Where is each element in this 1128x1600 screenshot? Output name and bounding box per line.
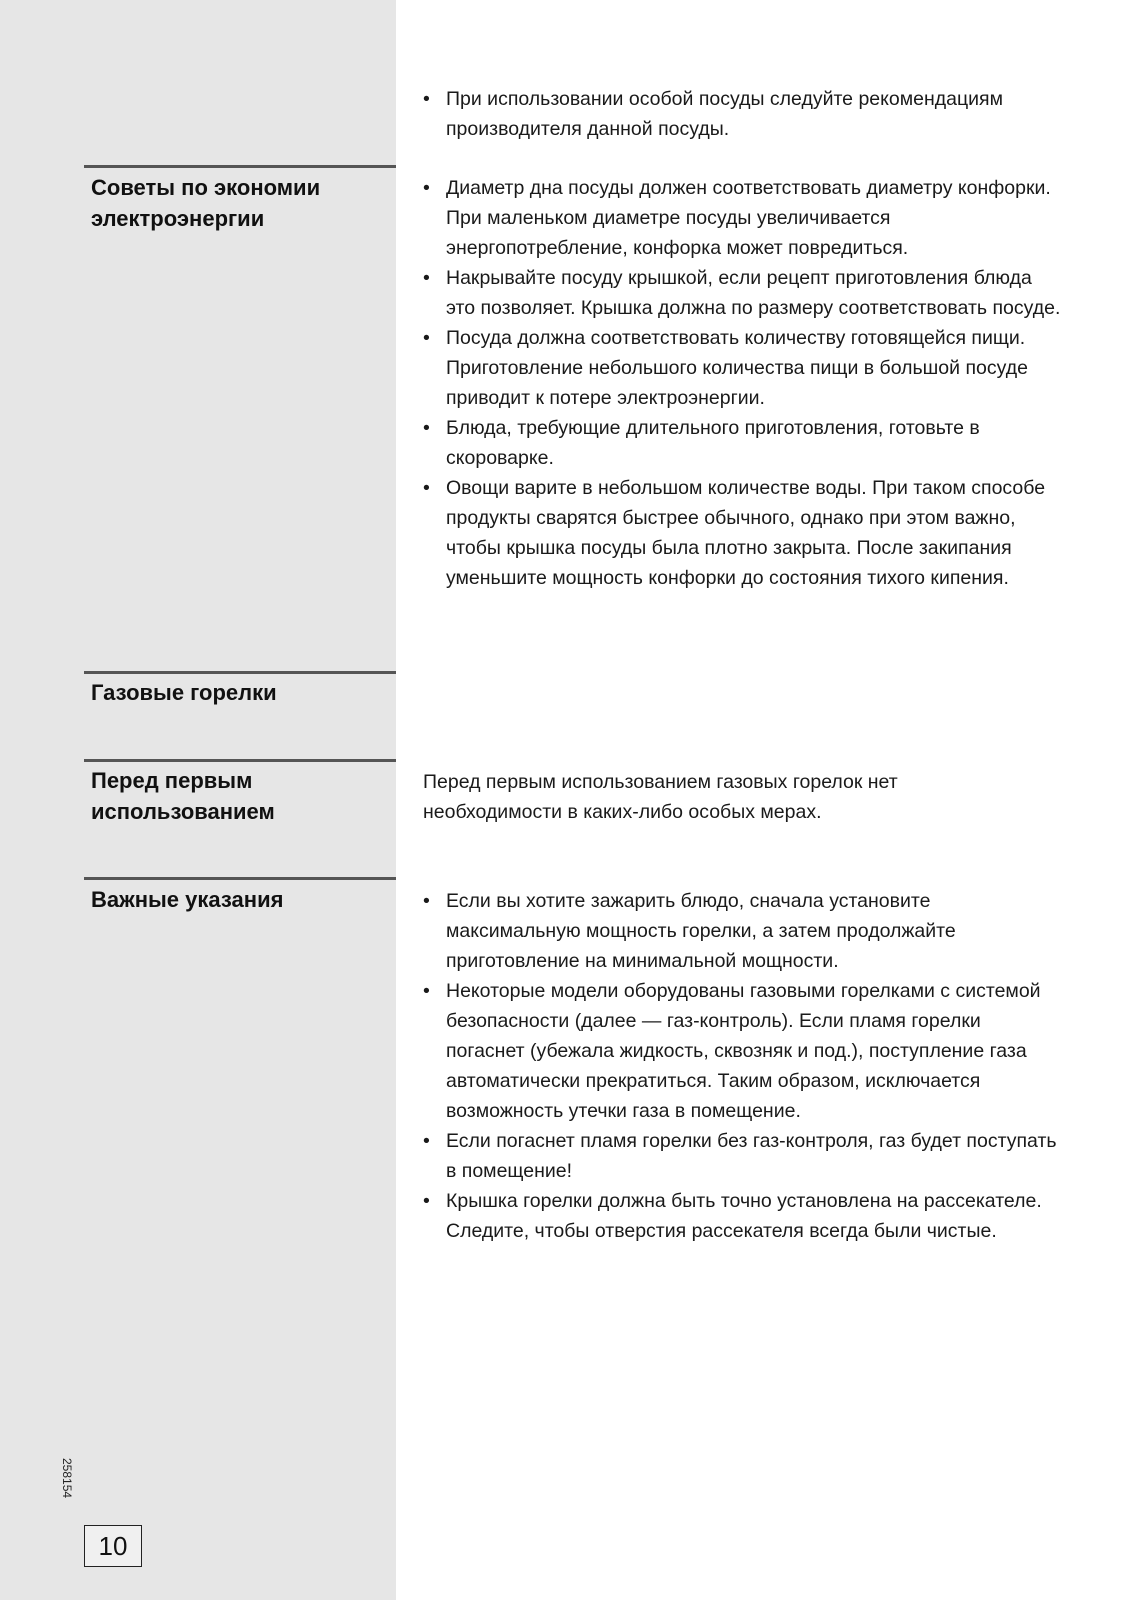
paragraph: Перед первым использованием газовых горелок нет необходимости в каких-либо особых мерах. <box>423 771 898 823</box>
section-heading-important-notes: Важные указания <box>91 887 284 912</box>
list-item: • Если вы хотите зажарить блюдо, сначала установите максимальную мощность горелки, а затем продолжайте приготовление на минимальной мощности. <box>423 886 1063 976</box>
document-code: 258154 <box>60 1458 74 1499</box>
section-divider <box>84 165 396 168</box>
important-notes-bullets <box>423 886 1063 1246</box>
section-heading-energy-saving <box>91 172 391 234</box>
page-number: 10 <box>84 1525 142 1567</box>
heading-line: Перед первым <box>91 768 253 793</box>
before-first-use-text <box>423 767 983 827</box>
heading-line: электроэнергии <box>91 206 265 231</box>
list-item: • Накрывайте посуду крышкой, если рецепт приготовления блюда это позволяет. Крышка должна по размеру соответствовать посуде. <box>423 263 1063 323</box>
section-divider <box>84 759 396 762</box>
section-heading-gas-burners: Газовые горелки <box>91 680 277 705</box>
heading-line: Советы по экономии <box>91 175 321 200</box>
list-item: • Диаметр дна посуды должен соответствовать диаметру конфорки. При маленьком диаметре посуды увеличивается энергопотребление, конфорка может повредиться. <box>423 173 1063 263</box>
section-divider <box>84 671 396 674</box>
energy-saving-bullets <box>423 173 1063 593</box>
intro-bullets <box>423 84 1063 144</box>
list-item: • Если погаснет пламя горелки без газ-контроля, газ будет поступать в помещение! <box>423 1126 1063 1186</box>
list-item: • Крышка горелки должна быть точно установлена на рассекателе. Следите, чтобы отверстия рассекателя всегда были чистые. <box>423 1186 1063 1246</box>
list-item: • Блюда, требующие длительного приготовления, готовьте в скороварке. <box>423 413 1063 473</box>
heading-line: использованием <box>91 799 275 824</box>
section-divider <box>84 877 396 880</box>
section-heading-before-first-use <box>91 765 391 827</box>
list-item: • Посуда должна соответствовать количеству готовящейся пищи. Приготовление небольшого количества пищи в большой посуде приводит к потере электроэнергии. <box>423 323 1063 413</box>
list-item: • При использовании особой посуды следуйте рекомендациям производителя данной посуды. <box>423 84 1063 144</box>
list-item: • Некоторые модели оборудованы газовыми горелками с системой безопасности (далее — газ-контроль). Если пламя горелки погаснет (убежала жидкость, сквозняк и под.), поступление газа автоматически прекратиться. Таким образом, исключается возможность утечки газа в помещение. <box>423 976 1063 1126</box>
list-item: • Овощи варите в небольшом количестве воды. При таком способе продукты сварятся быстрее обычного, однако при этом важно, чтобы крышка посуды была плотно закрыта. После закипания уменьшите мощность конфорки до состояния тихого кипения. <box>423 473 1063 593</box>
